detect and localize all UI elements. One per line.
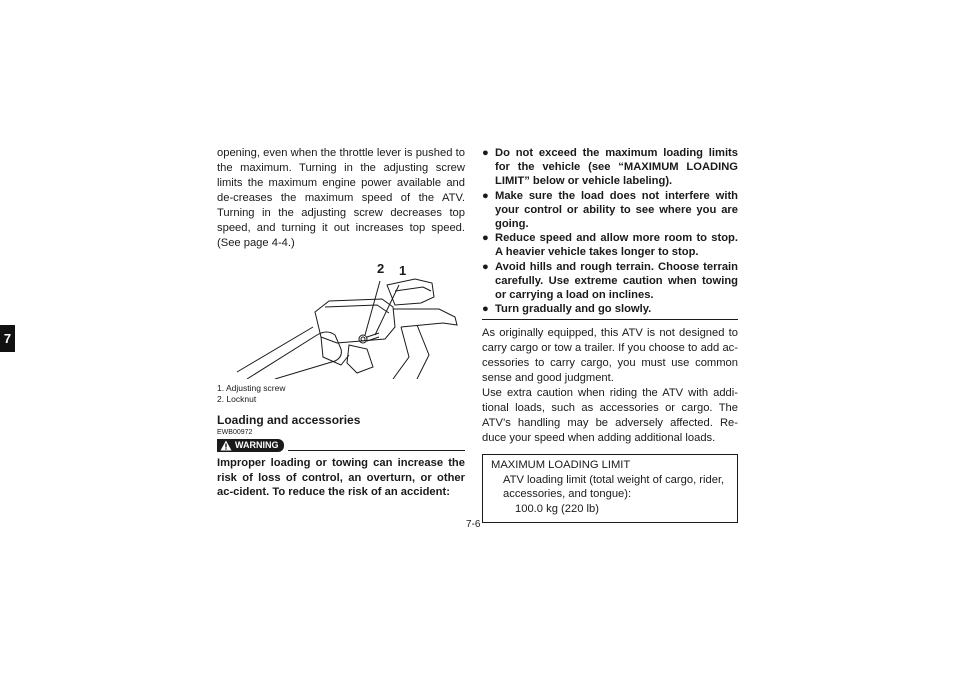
list-item: ● Do not exceed the maximum loading limits for the vehicle (see “MAXIMUM LOADING LIMIT” below or vehicle labeling). — [482, 147, 738, 188]
handlebar-illustration — [217, 257, 465, 379]
warning-end-rule — [482, 319, 738, 320]
warning-badge — [217, 439, 284, 452]
intro-paragraph: opening, even when the throttle lever is pushed to the maximum. Turning in the adjusting screw limits the maximum engine power available and de-creases the maximum speed of the ATV. Turning in the adjusting screw decreases top speed, and turning it out increases top speed. (See page 4-4.) — [217, 147, 465, 249]
bullet-icon: ● — [482, 260, 489, 273]
bullet-icon: ● — [482, 232, 489, 245]
list-item: ● Turn gradually and go slowly. — [482, 303, 652, 316]
loading-limit-box — [482, 454, 738, 523]
warning-header — [217, 438, 465, 452]
callout-2: 2 — [377, 261, 385, 276]
warning-label: WARNING — [235, 439, 279, 450]
warning-code: EWB00972 — [217, 429, 253, 436]
warning-text: Improper loading or towing can increase the risk of loss of control, an overturn, or other ac-cident. To reduce the risk of an accident: — [217, 457, 465, 498]
caution-paragraph: Use extra caution when riding the ATV with addi-tional loads, such as accessories or cargo. The ATV’s handling may be adversely affected. Re-duce your speed when adding additional loads. — [482, 387, 738, 445]
caption-adjusting-screw: 1. Adjusting screw — [217, 383, 286, 393]
callout-1: 1 — [399, 263, 407, 278]
bullet-icon: ● — [482, 303, 489, 316]
list-item: ● Make sure the load does not interfere with your control or ability to see where you are going. — [482, 189, 738, 231]
section-title: Loading and accessories — [217, 413, 361, 427]
chapter-tab: 7 — [0, 325, 15, 352]
page-number: 7-6 — [466, 519, 481, 530]
loading-limit-description: ATV loading limit (total weight of cargo, rider, accessories, and tongue): — [503, 473, 725, 501]
right-column — [482, 146, 738, 523]
list-item: ● Reduce speed and allow more room to stop. A heavier vehicle takes longer to stop. — [482, 232, 738, 259]
list-item: ● Avoid hills and rough terrain. Choose terrain carefully. Use extreme caution when towing or carrying a load on inclines. — [482, 260, 738, 302]
precaution-list — [482, 146, 738, 316]
throttle-figure — [217, 257, 465, 379]
bullet-icon: ● — [482, 189, 489, 202]
cargo-paragraph: As originally equipped, this ATV is not designed to carry cargo or tow a trailer. If you choose to add ac-cessories to carry cargo, you must use common sense and good judgment. — [482, 327, 738, 385]
loading-limit-value: 100.0 kg (220 lb) — [515, 502, 599, 515]
left-column — [217, 146, 465, 511]
caption-locknut: 2. Locknut — [217, 394, 257, 404]
bullet-icon: ● — [482, 147, 489, 159]
warning-triangle-icon — [220, 440, 232, 451]
figure-captions — [217, 383, 465, 405]
loading-limit-title: MAXIMUM LOADING LIMIT — [491, 459, 631, 472]
warning-rule — [288, 450, 466, 451]
